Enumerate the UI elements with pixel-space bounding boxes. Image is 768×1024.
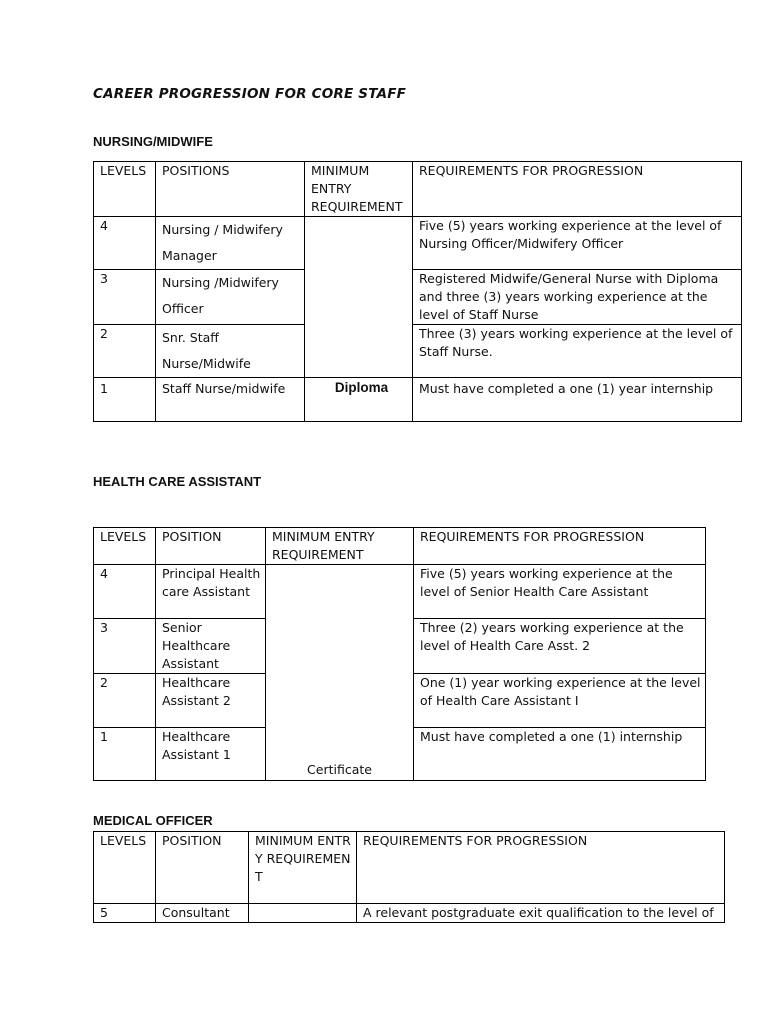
header-minimum-entry: MINIMUM ENTRY REQUIREMENT — [305, 162, 413, 217]
position-cell: Senior Healthcare Assistant — [156, 619, 266, 674]
level-cell: 1 — [94, 378, 156, 422]
header-requirements: REQUIREMENTS FOR PROGRESSION — [413, 162, 742, 217]
table-row — [94, 378, 742, 422]
position-line: Nurse/Midwife — [162, 356, 251, 371]
medical-table — [93, 831, 725, 923]
level-cell: 4 — [94, 565, 156, 619]
requirement-cell: Must have completed a one (1) internship — [414, 728, 706, 781]
position-line: Manager — [162, 248, 217, 263]
position-cell — [156, 217, 305, 270]
position-cell: Healthcare Assistant 2 — [156, 674, 266, 728]
requirement-cell: Five (5) years working experience at the level of Senior Health Care Assistant — [414, 565, 706, 619]
header-position: POSITION — [156, 528, 266, 565]
position-cell: Consultant — [156, 904, 249, 923]
level-cell: 5 — [94, 904, 156, 923]
position-cell — [156, 270, 305, 325]
table-row — [94, 217, 742, 270]
header-minimum-entry: MINIMUM ENTRY REQUIREMENT — [249, 832, 357, 904]
entry-cell — [249, 904, 357, 923]
position-cell: Staff Nurse/midwife — [156, 378, 305, 422]
level-cell: 2 — [94, 325, 156, 378]
certificate-label: Certificate — [307, 762, 372, 777]
entry-cell-certificate — [266, 565, 414, 781]
table-row — [94, 325, 742, 378]
hca-heading: HEALTH CARE ASSISTANT — [93, 474, 262, 489]
requirement-cell: Three (2) years working experience at the level of Health Care Asst. 2 — [414, 619, 706, 674]
table-header-row — [94, 162, 742, 217]
header-levels: LEVELS — [94, 162, 156, 217]
header-position: POSITION — [156, 832, 249, 904]
position-cell: Healthcare Assistant 1 — [156, 728, 266, 781]
nursing-heading: NURSING/MIDWIFE — [93, 134, 213, 149]
table-header-row — [94, 528, 706, 565]
page-title: CAREER PROGRESSION FOR CORE STAFF — [93, 86, 407, 102]
requirement-cell: Registered Midwife/General Nurse with Diploma and three (3) years working experience at the level of Staff Nurse — [413, 270, 742, 325]
table-row — [94, 270, 742, 325]
level-cell: 3 — [94, 270, 156, 325]
table-row — [94, 565, 706, 619]
nursing-table — [93, 161, 742, 422]
position-cell — [156, 325, 305, 378]
header-requirements: REQUIREMENTS FOR PROGRESSION — [414, 528, 706, 565]
position-line: Nursing /Midwifery — [162, 275, 279, 290]
position-line: Officer — [162, 301, 204, 316]
header-positions: POSITIONS — [156, 162, 305, 217]
requirement-cell: Three (3) years working experience at the level of Staff Nurse. — [413, 325, 742, 378]
requirement-cell: Five (5) years working experience at the level of Nursing Officer/Midwifery Officer — [413, 217, 742, 270]
table-header-row — [94, 832, 725, 904]
header-requirements: REQUIREMENTS FOR PROGRESSION — [357, 832, 725, 904]
position-cell: Principal Health care Assistant — [156, 565, 266, 619]
header-minimum-entry: MINIMUM ENTRY REQUIREMENT — [266, 528, 414, 565]
entry-cell-merged — [305, 217, 413, 378]
header-levels: LEVELS — [94, 528, 156, 565]
hca-table — [93, 527, 706, 781]
requirement-cell: A relevant postgraduate exit qualification to the level of — [357, 904, 725, 923]
level-cell: 4 — [94, 217, 156, 270]
level-cell: 1 — [94, 728, 156, 781]
requirement-cell: Must have completed a one (1) year internship — [413, 378, 742, 422]
table-row — [94, 904, 725, 923]
level-cell: 2 — [94, 674, 156, 728]
position-line: Snr. Staff — [162, 330, 219, 345]
header-levels: LEVELS — [94, 832, 156, 904]
level-cell: 3 — [94, 619, 156, 674]
requirement-cell: One (1) year working experience at the level of Health Care Assistant I — [414, 674, 706, 728]
medical-heading: MEDICAL OFFICER — [93, 813, 213, 828]
position-line: Nursing / Midwifery — [162, 222, 283, 237]
entry-cell-diploma: Diploma — [305, 378, 413, 422]
